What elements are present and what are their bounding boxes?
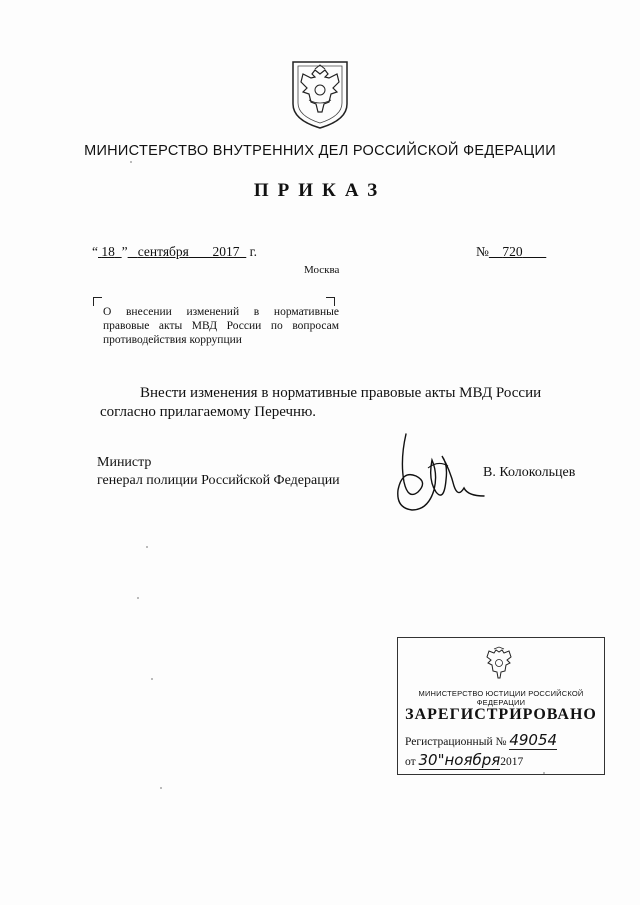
number-value: 720 <box>502 244 523 259</box>
handwritten-signature <box>388 430 488 520</box>
signatory-title <box>97 454 340 490</box>
stamp-reg-label: Регистрационный № <box>405 736 507 748</box>
order-year: 2017 <box>212 244 240 259</box>
signatory-rank: генерал полиции Российской Федерации <box>97 473 340 488</box>
ministry-header: МИНИСТЕРСТВО ВНУТРЕННИХ ДЕЛ РОССИЙСКОЙ ФЕДЕРАЦИИ <box>84 143 556 159</box>
stamp-date-prefix: от <box>405 756 416 768</box>
coat-of-arms-emblem <box>289 60 351 130</box>
signatory-name: В. Колокольцев <box>483 465 576 480</box>
stamp-ministry: МИНИСТЕРСТВО ЮСТИЦИИ РОССИЙСКОЙ ФЕДЕРАЦИИ <box>418 689 584 707</box>
number-label: № <box>476 244 489 259</box>
order-day: 18 <box>101 244 115 259</box>
subject-bracket-right <box>326 297 335 306</box>
stamp-registration-date <box>405 751 523 769</box>
stamp-date-value: 30"ноября <box>418 751 501 769</box>
subject-bracket-left <box>93 297 102 306</box>
stamp-registered: ЗАРЕГИСТРИРОВАНО <box>405 706 597 723</box>
date-close-quote: ” <box>121 244 128 259</box>
stamp-emblem-icon <box>480 646 518 684</box>
order-title: ПРИКАЗ <box>253 180 387 201</box>
order-number <box>476 244 546 260</box>
stamp-registration-number <box>405 731 557 749</box>
stamp-reg-value: 49054 <box>509 731 558 749</box>
order-body: Внести изменения в нормативные правовые акты МВД России согласно прилагаемому Перечню. <box>100 385 542 420</box>
order-dateline <box>92 244 257 260</box>
signatory-position: Министр <box>97 455 152 470</box>
order-subject: О внесении изменений в нормативные правовые акты МВД России по вопросам противодействия коррупции <box>103 306 339 346</box>
registration-stamp <box>397 637 605 775</box>
date-open-quote: “ <box>92 244 98 259</box>
order-year-suffix: г. <box>249 244 258 259</box>
order-city: Москва <box>304 264 340 276</box>
order-month: сентября <box>137 244 189 259</box>
stamp-date-year: 2017 <box>500 756 524 768</box>
